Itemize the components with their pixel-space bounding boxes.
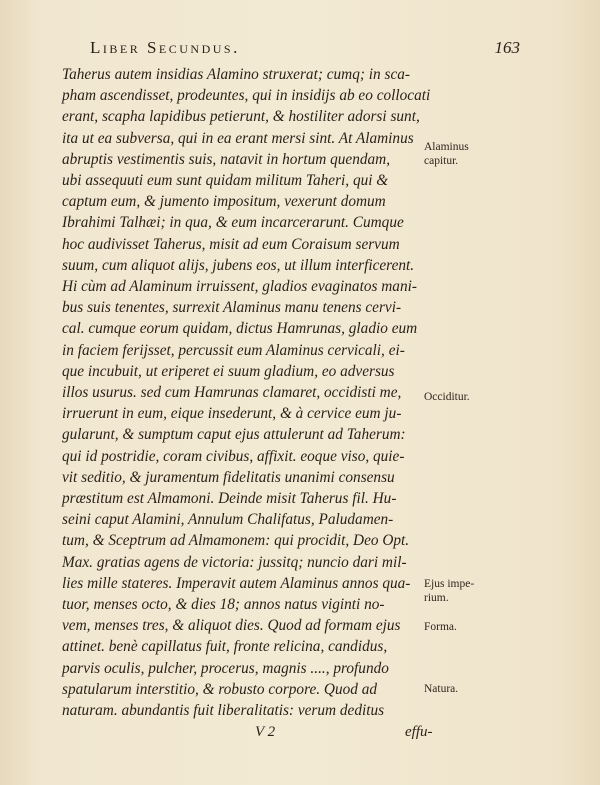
marginal-note-character: Natura. — [424, 683, 459, 695]
text-line: spatularum interstitio, & robusto corpore. Quod ad — [62, 680, 378, 698]
text-line: ita ut ea subversa, qui in ea erant mersi sint. At Alaminus — [62, 129, 414, 147]
text-line: illos usurus. sed cum Hamrunas clamaret, occidisti me, — [62, 384, 402, 402]
text-line: in faciem ferijsset, percussit eum Alaminus cervicali, ei- — [62, 341, 405, 359]
marginal-note-capture: Alaminus capitur. — [424, 141, 469, 167]
text-line: Max. gratias agens de victoria: jussitq; nuncio dari mil- — [62, 553, 407, 571]
text-line: tuor, menses octo, & dies 18; annos natus viginti no- — [62, 596, 385, 614]
text-line: abruptis vestimentis suis, natavit in hortum quendam, — [62, 150, 391, 168]
page-number: 163 — [494, 38, 520, 57]
text-line: pham ascendisset, prodeuntes, qui in insidijs ab eo collocati — [62, 87, 431, 105]
running-title: Liber Secundus. — [90, 38, 240, 57]
text-line: vem, menses tres, & aliquot dies. Quod ad formam ejus — [62, 617, 401, 635]
text-line: erant, scapha lapidibus petierunt, & hostiliter adorsi sunt, — [62, 108, 420, 126]
text-line: que incubuit, ut eriperet ei suum gladium, eo adversus — [62, 362, 395, 380]
text-line: seini caput Alamini, Annulum Chalifatus, Paludamen- — [62, 511, 394, 529]
text-line: hoc audivisset Taherus, misit ad eum Coraisum servum — [62, 235, 400, 253]
text-line: Hi cùm ad Alaminum irruissent, gladios evaginatos mani- — [62, 278, 417, 296]
text-line: naturam. abundantis fuit liberalitatis: verum deditus — [62, 702, 385, 720]
text-line: tum, & Sceptrum ad Almamonem: qui procidit, Deo Opt. — [62, 532, 410, 550]
marginal-note-appearance: Forma. — [424, 621, 457, 633]
text-line: qui id postridie, coram civibus, affixit. eoque viso, quie- — [62, 447, 405, 465]
text-line: Taherus autem insidias Alamino struxerat; cumq; in sca- — [62, 66, 410, 83]
text-line: attinet. benè capillatus fuit, fronte relicina, candidus, — [62, 638, 388, 656]
body-text — [62, 64, 434, 721]
text-line: bus suis tenentes, surrexit Alaminus manu tenens cervi- — [62, 299, 402, 317]
signature-mark: V 2 — [255, 724, 276, 740]
text-line: præstitum est Almamoni. Deinde misit Taherus fil. Hu- — [62, 490, 397, 508]
catchword: effu- — [405, 724, 433, 740]
marginal-note-reign: Ejus impe- rium. — [424, 578, 475, 604]
text-line: Ibrahimi Talhæi; in qua, & eum incarcerarunt. Cumque — [62, 214, 404, 232]
text-line: gularunt, & sumptum caput ejus attulerunt ad Taherum: — [62, 426, 406, 444]
text-line: lies mille stateres. Imperavit autem Alaminus annos qua- — [62, 574, 411, 592]
marginal-note-death: Occiditur. — [424, 391, 470, 403]
running-head — [90, 38, 520, 60]
text-line: cal. cumque eorum quidam, dictus Hamrunas, gladio eum — [62, 320, 418, 338]
text-line: vit seditio, & juramentum fidelitatis unanimi consensu — [62, 468, 395, 486]
text-line: suum, cum aliquot alijs, jubens eos, ut illum interficerent. — [62, 256, 415, 274]
text-line: ubi assequuti eum sunt quidam militum Taheri, qui & — [62, 172, 389, 190]
text-line: captum eum, & jumento impositum, vexerunt domum — [62, 193, 386, 211]
text-line: parvis oculis, pulcher, procerus, magnis ...., profundo — [62, 659, 389, 677]
text-line: irruerunt in eum, eique insederunt, & à cervice eum ju- — [62, 405, 402, 423]
